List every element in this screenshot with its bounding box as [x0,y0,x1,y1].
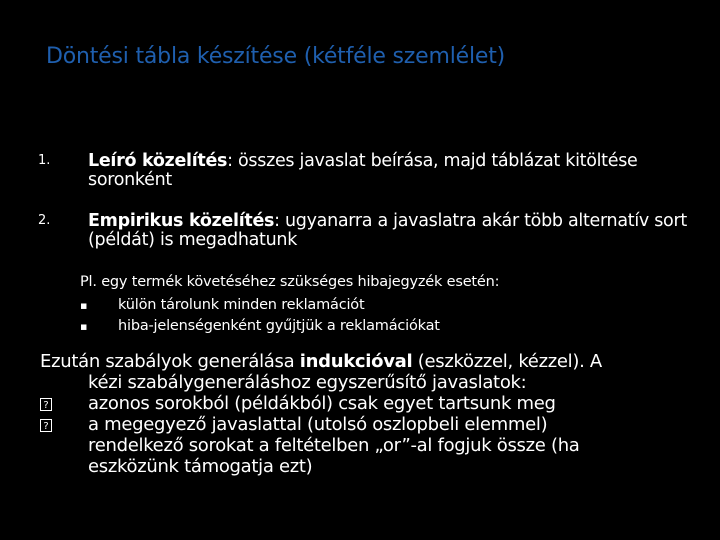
paragraph-line-2: kézi szabálygeneráláshoz egyszerűsítő javaslatok: [88,372,527,393]
tip-2-line-1: a megegyező javaslattal (utolsó oszlopbeli elemmel) [88,414,548,435]
tip-1-line-1: azonos sorokból (példákból) csak egyet tartsunk meg [88,393,556,414]
square-bullet-icon: ▪ [80,320,88,333]
paragraph-bold: indukcióval [299,351,413,372]
square-bullet-icon: ▪ [80,299,88,312]
example-point-1: külön tárolunk minden reklamációt [118,297,365,313]
list-number-1: 1. [38,153,51,168]
paragraph-before: Ezután szabályok generálása [40,351,300,372]
list-item-1-rest: : összes javaslat beírása, majd táblázat kitöltése soronként [88,151,638,190]
list-item-2-bold: Empirikus közelítés [88,211,275,231]
box-bullet-icon: ? [40,419,52,432]
list-number-2: 2. [38,213,51,228]
list-item-2-rest: : ugyanarra a javaslatra akár több alternatív sort (példát) is megadhatunk [88,211,687,250]
paragraph-after: (eszközzel, kézzel). A [412,351,602,372]
page-title: Döntési tábla készítése (kétféle szemlélet) [46,44,505,69]
box-bullet-icon: ? [40,398,52,411]
list-item-1-bold: Leíró közelítés [88,151,228,171]
list-item-1 [88,152,688,190]
example-point-2: hiba-jelenségenként gyűjtjük a reklamációkat [118,318,440,334]
induction-paragraph [40,352,690,372]
list-item-2 [88,212,688,250]
tip-2-line-2: rendelkező sorokat a feltételben „or”-al fogjuk össze (ha [88,435,580,456]
tip-2-line-3: eszközünk támogatja ezt) [88,456,313,477]
example-intro: Pl. egy termék követéséhez szükséges hibajegyzék esetén: [80,274,500,290]
